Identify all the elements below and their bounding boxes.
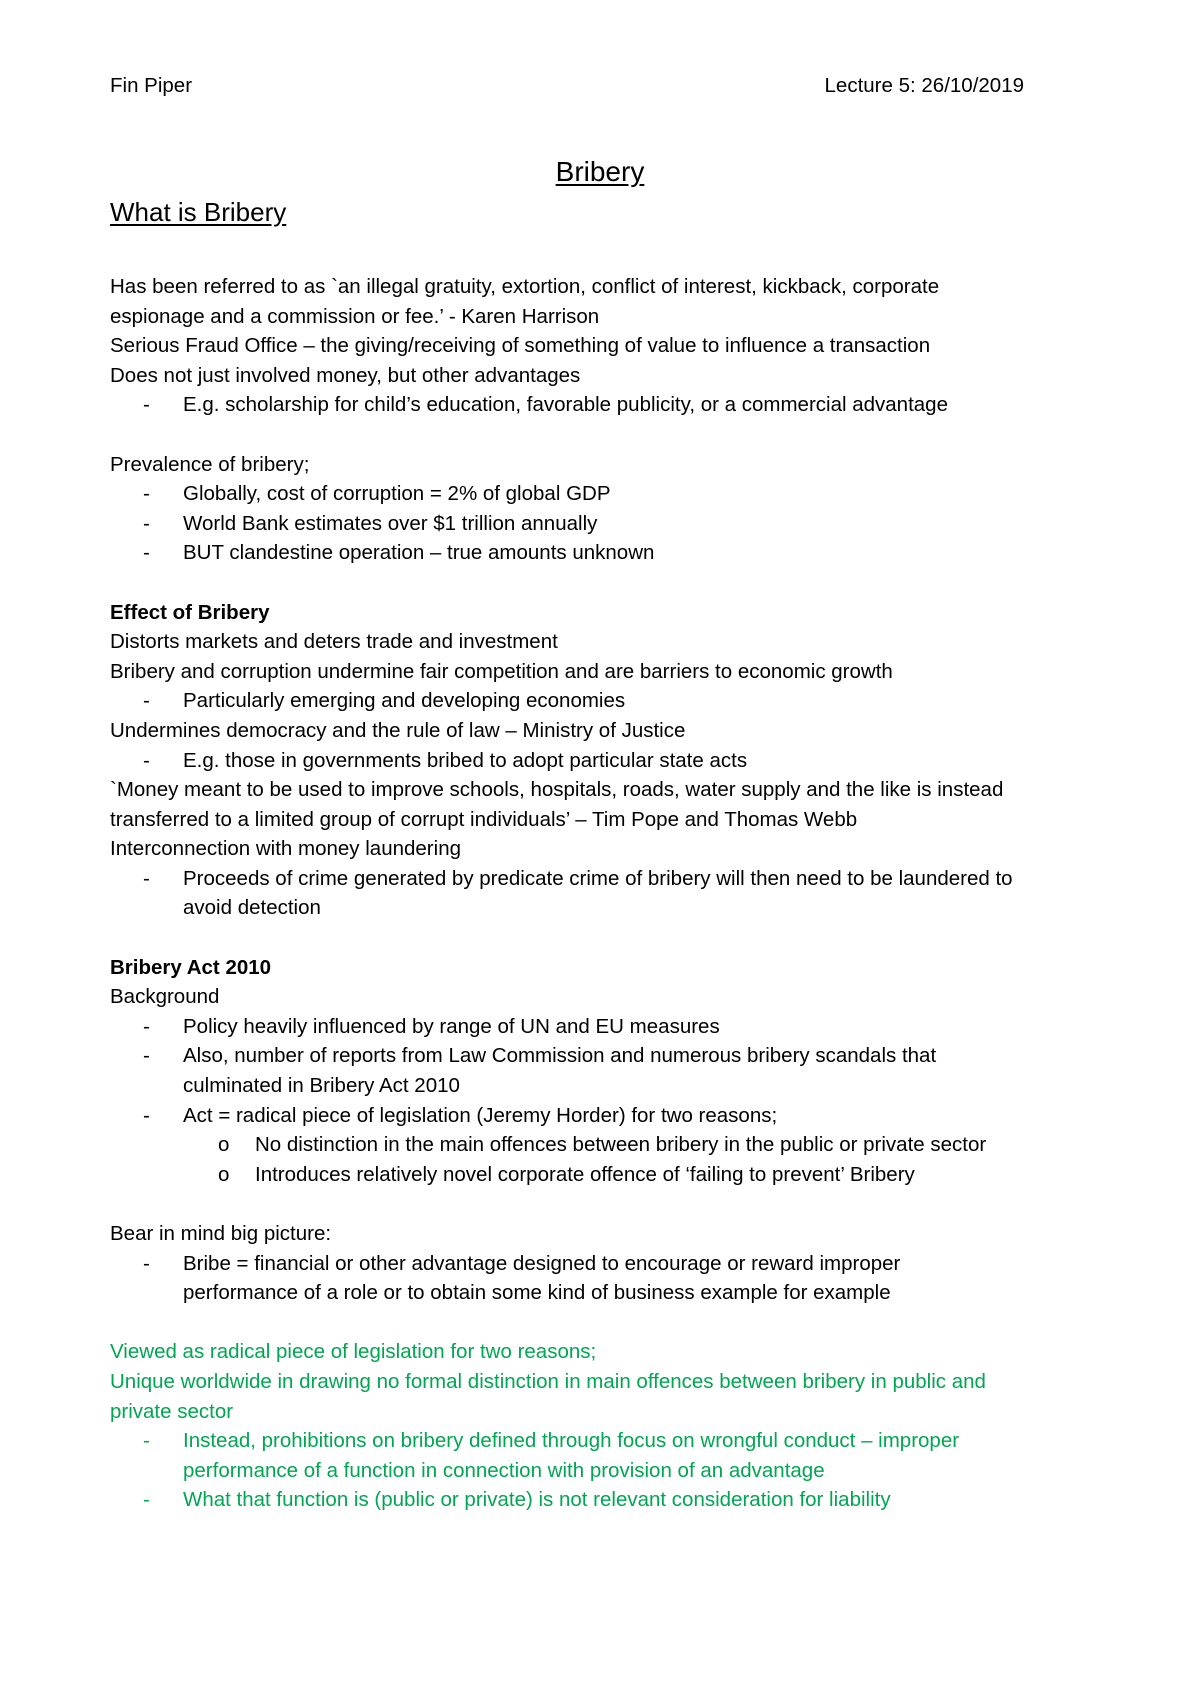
list-item-text: avoid detection bbox=[183, 896, 321, 920]
list-item bbox=[110, 1485, 1110, 1515]
intro-line: Has been referred to as `an illegal gratuity, extortion, conflict of interest, kickback, corporate bbox=[110, 275, 940, 298]
circle-marker: o bbox=[218, 1162, 230, 1186]
dash-marker: - bbox=[143, 541, 150, 565]
green-note-line: Unique worldwide in drawing no formal distinction in main offences between bribery in public and bbox=[110, 1369, 986, 1393]
effect-heading: Effect of Bribery bbox=[110, 600, 270, 624]
list-item-text: Act = radical piece of legislation (Jeremy Horder) for two reasons; bbox=[183, 1103, 778, 1127]
list-item-text: Also, number of reports from Law Commission and numerous bribery scandals that bbox=[183, 1044, 937, 1068]
list-item bbox=[110, 864, 1110, 923]
list-item bbox=[110, 538, 1110, 568]
intro-line: espionage and a commission or fee.’ - Karen Harrison bbox=[110, 304, 600, 328]
green-note-line: Viewed as radical piece of legislation for two reasons; bbox=[110, 1340, 597, 1364]
list-item-text: BUT clandestine operation – true amounts unknown bbox=[183, 541, 655, 565]
effect-quote-line: `Money meant to be used to improve schools, hospitals, roads, water supply and the like is instead bbox=[110, 778, 1004, 802]
dash-marker: - bbox=[143, 393, 150, 417]
intro-line: Does not just involved money, but other advantages bbox=[110, 363, 581, 387]
dash-marker: - bbox=[143, 1251, 150, 1275]
list-item-text: Policy heavily influenced by range of UN and EU measures bbox=[183, 1014, 720, 1038]
bigpicture-heading: Bear in mind big picture: bbox=[110, 1222, 332, 1245]
document-title: Bribery bbox=[555, 156, 645, 187]
dash-marker: - bbox=[143, 1044, 150, 1068]
list-item bbox=[110, 746, 1110, 776]
prevalence-heading: Prevalence of bribery; bbox=[110, 452, 310, 476]
intro-line: Serious Fraud Office – the giving/receiving of something of value to influence a transaction bbox=[110, 334, 931, 358]
list-item-text: E.g. scholarship for child’s education, favorable publicity, or a commercial advantage bbox=[183, 393, 948, 417]
effect-quote-line: transferred to a limited group of corrupt individuals’ – Tim Pope and Thomas Webb bbox=[110, 807, 858, 831]
sub-list-item bbox=[110, 1130, 1110, 1160]
list-item bbox=[110, 686, 1110, 716]
section-heading-what-is-bribery: What is Bribery bbox=[110, 197, 287, 227]
list-item-text: Particularly emerging and developing economies bbox=[183, 689, 626, 713]
dash-marker: - bbox=[143, 748, 150, 772]
dash-marker: - bbox=[143, 1103, 150, 1127]
list-item bbox=[110, 1012, 1110, 1042]
lecture-date: Lecture 5: 26/10/2019 bbox=[824, 74, 1024, 97]
circle-marker: o bbox=[218, 1133, 230, 1157]
list-item bbox=[110, 479, 1110, 509]
list-item bbox=[110, 1101, 1110, 1131]
list-item-text: Proceeds of crime generated by predicate crime of bribery will then need to be laundered to bbox=[183, 866, 1013, 890]
author-name: Fin Piper bbox=[110, 74, 193, 97]
list-item bbox=[110, 390, 1110, 420]
dash-marker: - bbox=[143, 866, 150, 890]
list-item-text: performance of a role or to obtain some kind of business example for example bbox=[183, 1281, 891, 1305]
list-item-text: Bribe = financial or other advantage designed to encourage or reward improper bbox=[183, 1251, 901, 1275]
effect-line: Undermines democracy and the rule of law – Ministry of Justice bbox=[110, 718, 686, 742]
dash-marker: - bbox=[143, 511, 150, 535]
list-item bbox=[110, 1249, 1110, 1308]
act-heading: Bribery Act 2010 bbox=[110, 955, 272, 979]
list-item-text: Instead, prohibitions on bribery defined through focus on wrongful conduct – improper bbox=[183, 1429, 960, 1453]
list-item bbox=[110, 509, 1110, 539]
effect-line: Bribery and corruption undermine fair competition and are barriers to economic growth bbox=[110, 659, 893, 683]
act-background: Background bbox=[110, 985, 220, 1009]
dash-marker: - bbox=[143, 1429, 150, 1453]
list-item bbox=[110, 1041, 1110, 1100]
list-item-text: World Bank estimates over $1 trillion annually bbox=[183, 511, 598, 535]
sub-list-item-text: Introduces relatively novel corporate offence of ‘failing to prevent’ Bribery bbox=[255, 1162, 915, 1186]
green-note-line: private sector bbox=[110, 1399, 234, 1423]
list-item bbox=[110, 1426, 1110, 1485]
list-item-text: Globally, cost of corruption = 2% of global GDP bbox=[183, 482, 611, 506]
list-item-text: What that function is (public or private) is not relevant consideration for liability bbox=[183, 1488, 891, 1512]
dash-marker: - bbox=[143, 1014, 150, 1038]
list-item-text: performance of a function in connection with provision of an advantage bbox=[183, 1458, 825, 1482]
dash-marker: - bbox=[143, 1488, 150, 1512]
dash-marker: - bbox=[143, 482, 150, 506]
effect-line: Interconnection with money laundering bbox=[110, 837, 461, 861]
effect-line: Distorts markets and deters trade and investment bbox=[110, 630, 558, 654]
sub-list-item bbox=[110, 1160, 1110, 1190]
dash-marker: - bbox=[143, 689, 150, 713]
list-item-text: E.g. those in governments bribed to adopt particular state acts bbox=[183, 748, 748, 772]
document-body bbox=[110, 272, 1110, 1515]
sub-list-item-text: No distinction in the main offences between bribery in the public or private sector bbox=[255, 1133, 987, 1157]
list-item-text: culminated in Bribery Act 2010 bbox=[183, 1074, 460, 1098]
